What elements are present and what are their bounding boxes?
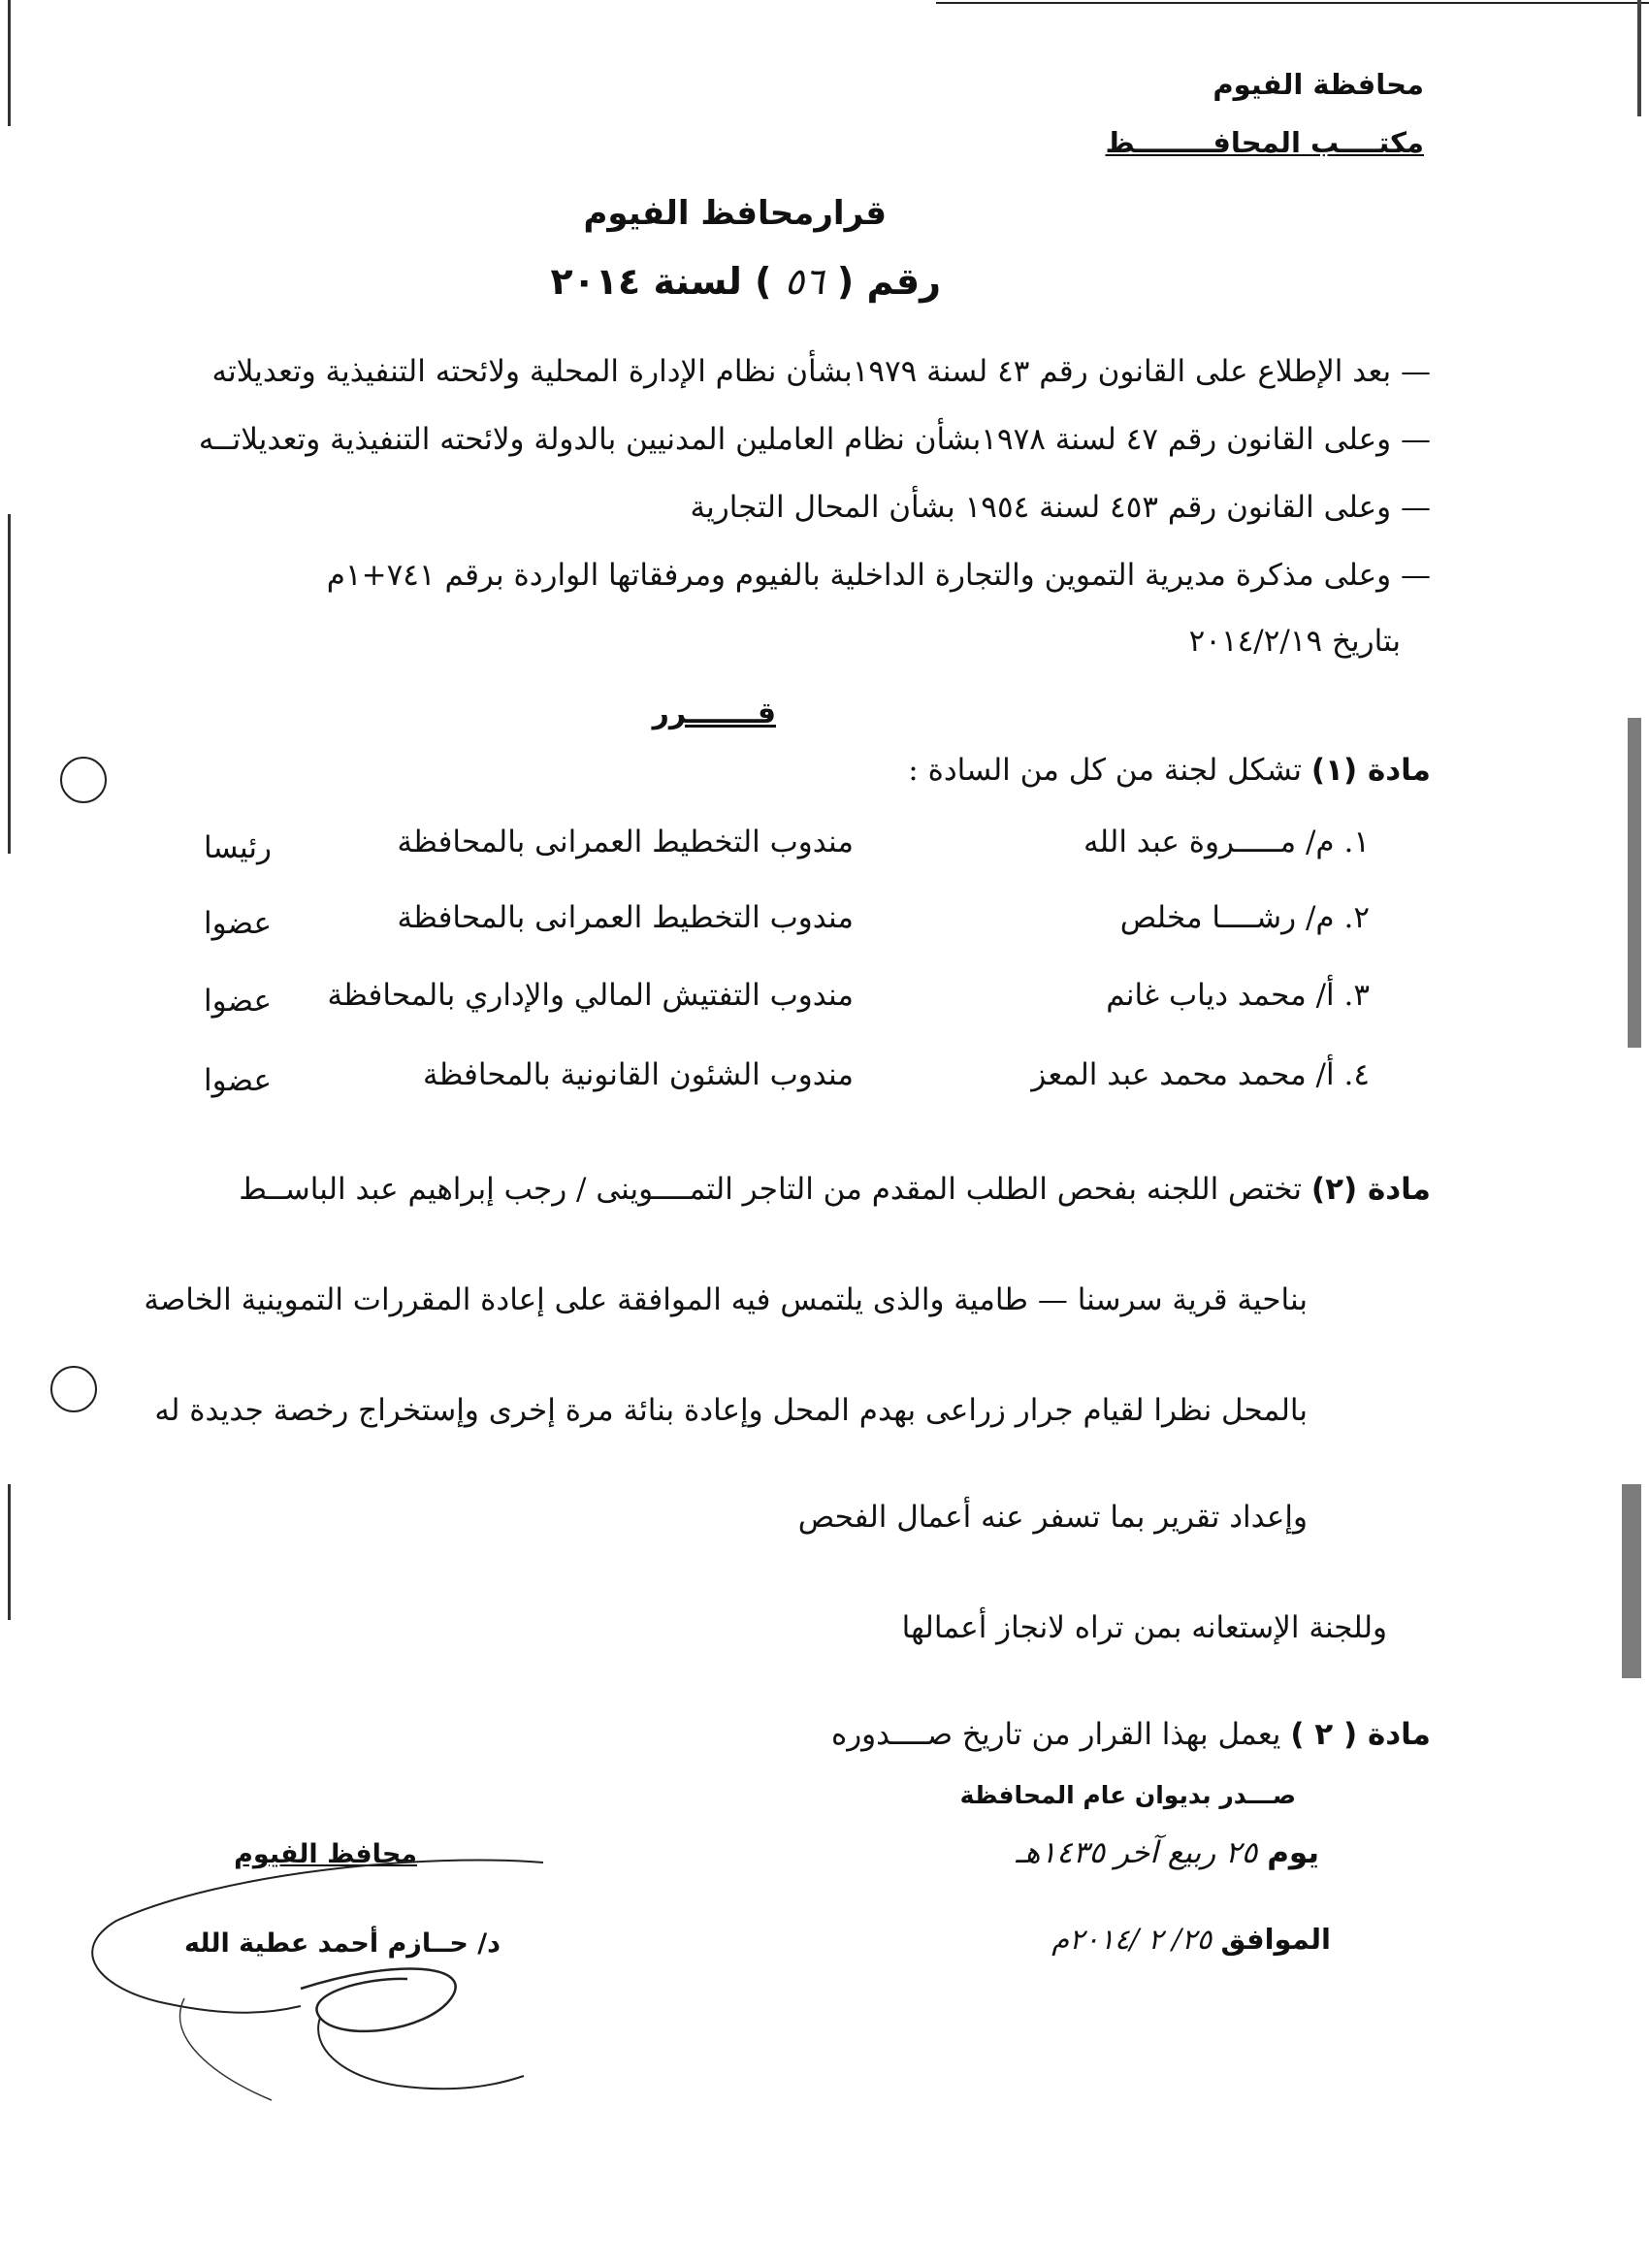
member-role: مندوب الشئون القانونية بالمحافظة (423, 1057, 854, 1092)
article-1-text: تشكل لجنة من كل من السادة : (908, 753, 1303, 788)
preamble-line-3: — وعلى القانون رقم ٤٥٣ لسنة ١٩٥٤ بشأن المحال التجارية (690, 490, 1431, 525)
member-position: رئيسا (203, 830, 272, 865)
decision-title: قرارمحافظ الفيوم (583, 194, 887, 233)
issued-day-label: يوم (1267, 1835, 1319, 1870)
member-1-num-name (1083, 825, 1370, 859)
office-name: مكتــــب المحافــــــــظ (1105, 126, 1424, 159)
member-name: أ/ محمد محمد عبد المعز (1031, 1057, 1335, 1092)
scan-margin-mark (1622, 1484, 1641, 1678)
article-2-line: بناحية قرية سرسنا — طامية والذى يلتمس فيه الموافقة على إعادة المقررات التموينية الخاصة (144, 1282, 1308, 1317)
member-name: م/ مـــــروة عبد الله (1083, 825, 1335, 859)
member-num: ١. (1343, 825, 1370, 859)
signature-title: محافظ الفيوم (234, 1839, 417, 1869)
punch-hole (60, 757, 107, 803)
handwritten-signature (78, 1843, 582, 2144)
issued-gregorian-date: ٢٥/ ٢ /٢٠١٤م (1051, 1923, 1212, 1956)
issued-gregorian-label: الموافق (1220, 1923, 1331, 1956)
signature-name: د/ حــازم أحمد عطية الله (183, 1928, 501, 1959)
article-2 (239, 1172, 1431, 1207)
member-2-num-name (1120, 900, 1370, 935)
article-2-line: تختص اللجنه بفحص الطلب المقدم من التاجر التمــــوينى / رجب إبراهيم عبد الباســط (239, 1172, 1303, 1207)
article-1-label: مادة (١) (1310, 753, 1431, 788)
article-2-label: مادة (٢) (1310, 1172, 1431, 1207)
member-num: ٣. (1343, 978, 1370, 1013)
scan-margin-mark (8, 0, 11, 126)
issued-hijri (1016, 1835, 1319, 1870)
article-3-text: يعمل بهذا القرار من تاريخ صــــدوره (830, 1717, 1281, 1752)
punch-hole (50, 1366, 97, 1412)
decision-number-suffix: ) لسنة ٢٠١٤ (550, 260, 772, 303)
preamble-line-4: — وعلى مذكرة مديرية التموين والتجارة الداخلية بالفيوم ومرفقاتها الواردة برقم ٧٤١+١م (326, 558, 1431, 593)
decision-number-prefix: رقم ( (836, 260, 941, 303)
scan-edge-line (936, 2, 1649, 4)
scan-margin-mark (8, 1484, 11, 1620)
governorate-name: محافظة الفيوم (1212, 68, 1424, 101)
decision-number (550, 260, 941, 303)
member-num: ٢. (1343, 900, 1370, 935)
issued-line: صـــدر بديوان عام المحافظة (959, 1781, 1296, 1809)
member-role: مندوب التفتيش المالي والإداري بالمحافظة (327, 978, 854, 1013)
article-2-line: بالمحل نظرا لقيام جرار زراعى بهدم المحل وإعادة بنائة مرة إخرى وإستخراج رخصة جديدة له (154, 1393, 1308, 1428)
preamble-line-2: — وعلى القانون رقم ٤٧ لسنة ١٩٧٨بشأن نظام العاملين المدنيين بالدولة ولائحته التنفيذية وتعديلاتــه (198, 422, 1431, 457)
scan-margin-mark (8, 514, 11, 854)
article-3 (831, 1717, 1431, 1752)
member-name: م/ رشــــا مخلص (1119, 900, 1335, 935)
preamble-line-5: بتاريخ ٢٠١٤/٢/١٩ (1188, 624, 1401, 659)
member-position: عضوا (203, 1063, 272, 1098)
preamble-line-1: — بعد الإطلاع على القانون رقم ٤٣ لسنة ١٩٧٩بشأن نظام الإدارة المحلية ولائحته التنفيذية وتعديلاته (211, 354, 1431, 389)
article-2-line: وإعداد تقرير بما تسفر عنه أعمال الفحص (797, 1500, 1308, 1535)
article-3-label: مادة ( ٢ ) (1290, 1717, 1431, 1752)
decision-heading: قـــــــرر (652, 697, 776, 730)
article-1 (908, 753, 1431, 788)
issued-hijri-date: ٢٥ ربيع آخر ١٤٣٥هـ (1016, 1835, 1258, 1870)
member-num: ٤. (1343, 1057, 1370, 1092)
member-position: عضوا (203, 984, 272, 1019)
member-name: أ/ محمد دياب غانم (1106, 978, 1335, 1013)
decision-number-value: ٥٦ (784, 260, 824, 303)
article-2-line: وللجنة الإستعانه بمن تراه لانجاز أعمالها (901, 1610, 1387, 1645)
member-position: عضوا (203, 906, 272, 941)
member-4-num-name (1031, 1057, 1370, 1092)
member-role: مندوب التخطيط العمرانى بالمحافظة (397, 825, 854, 859)
scan-margin-mark (1628, 718, 1641, 1048)
scan-margin-mark (1637, 0, 1641, 116)
member-3-num-name (1106, 978, 1370, 1013)
issued-gregorian (1051, 1923, 1331, 1956)
member-role: مندوب التخطيط العمرانى بالمحافظة (397, 900, 854, 935)
